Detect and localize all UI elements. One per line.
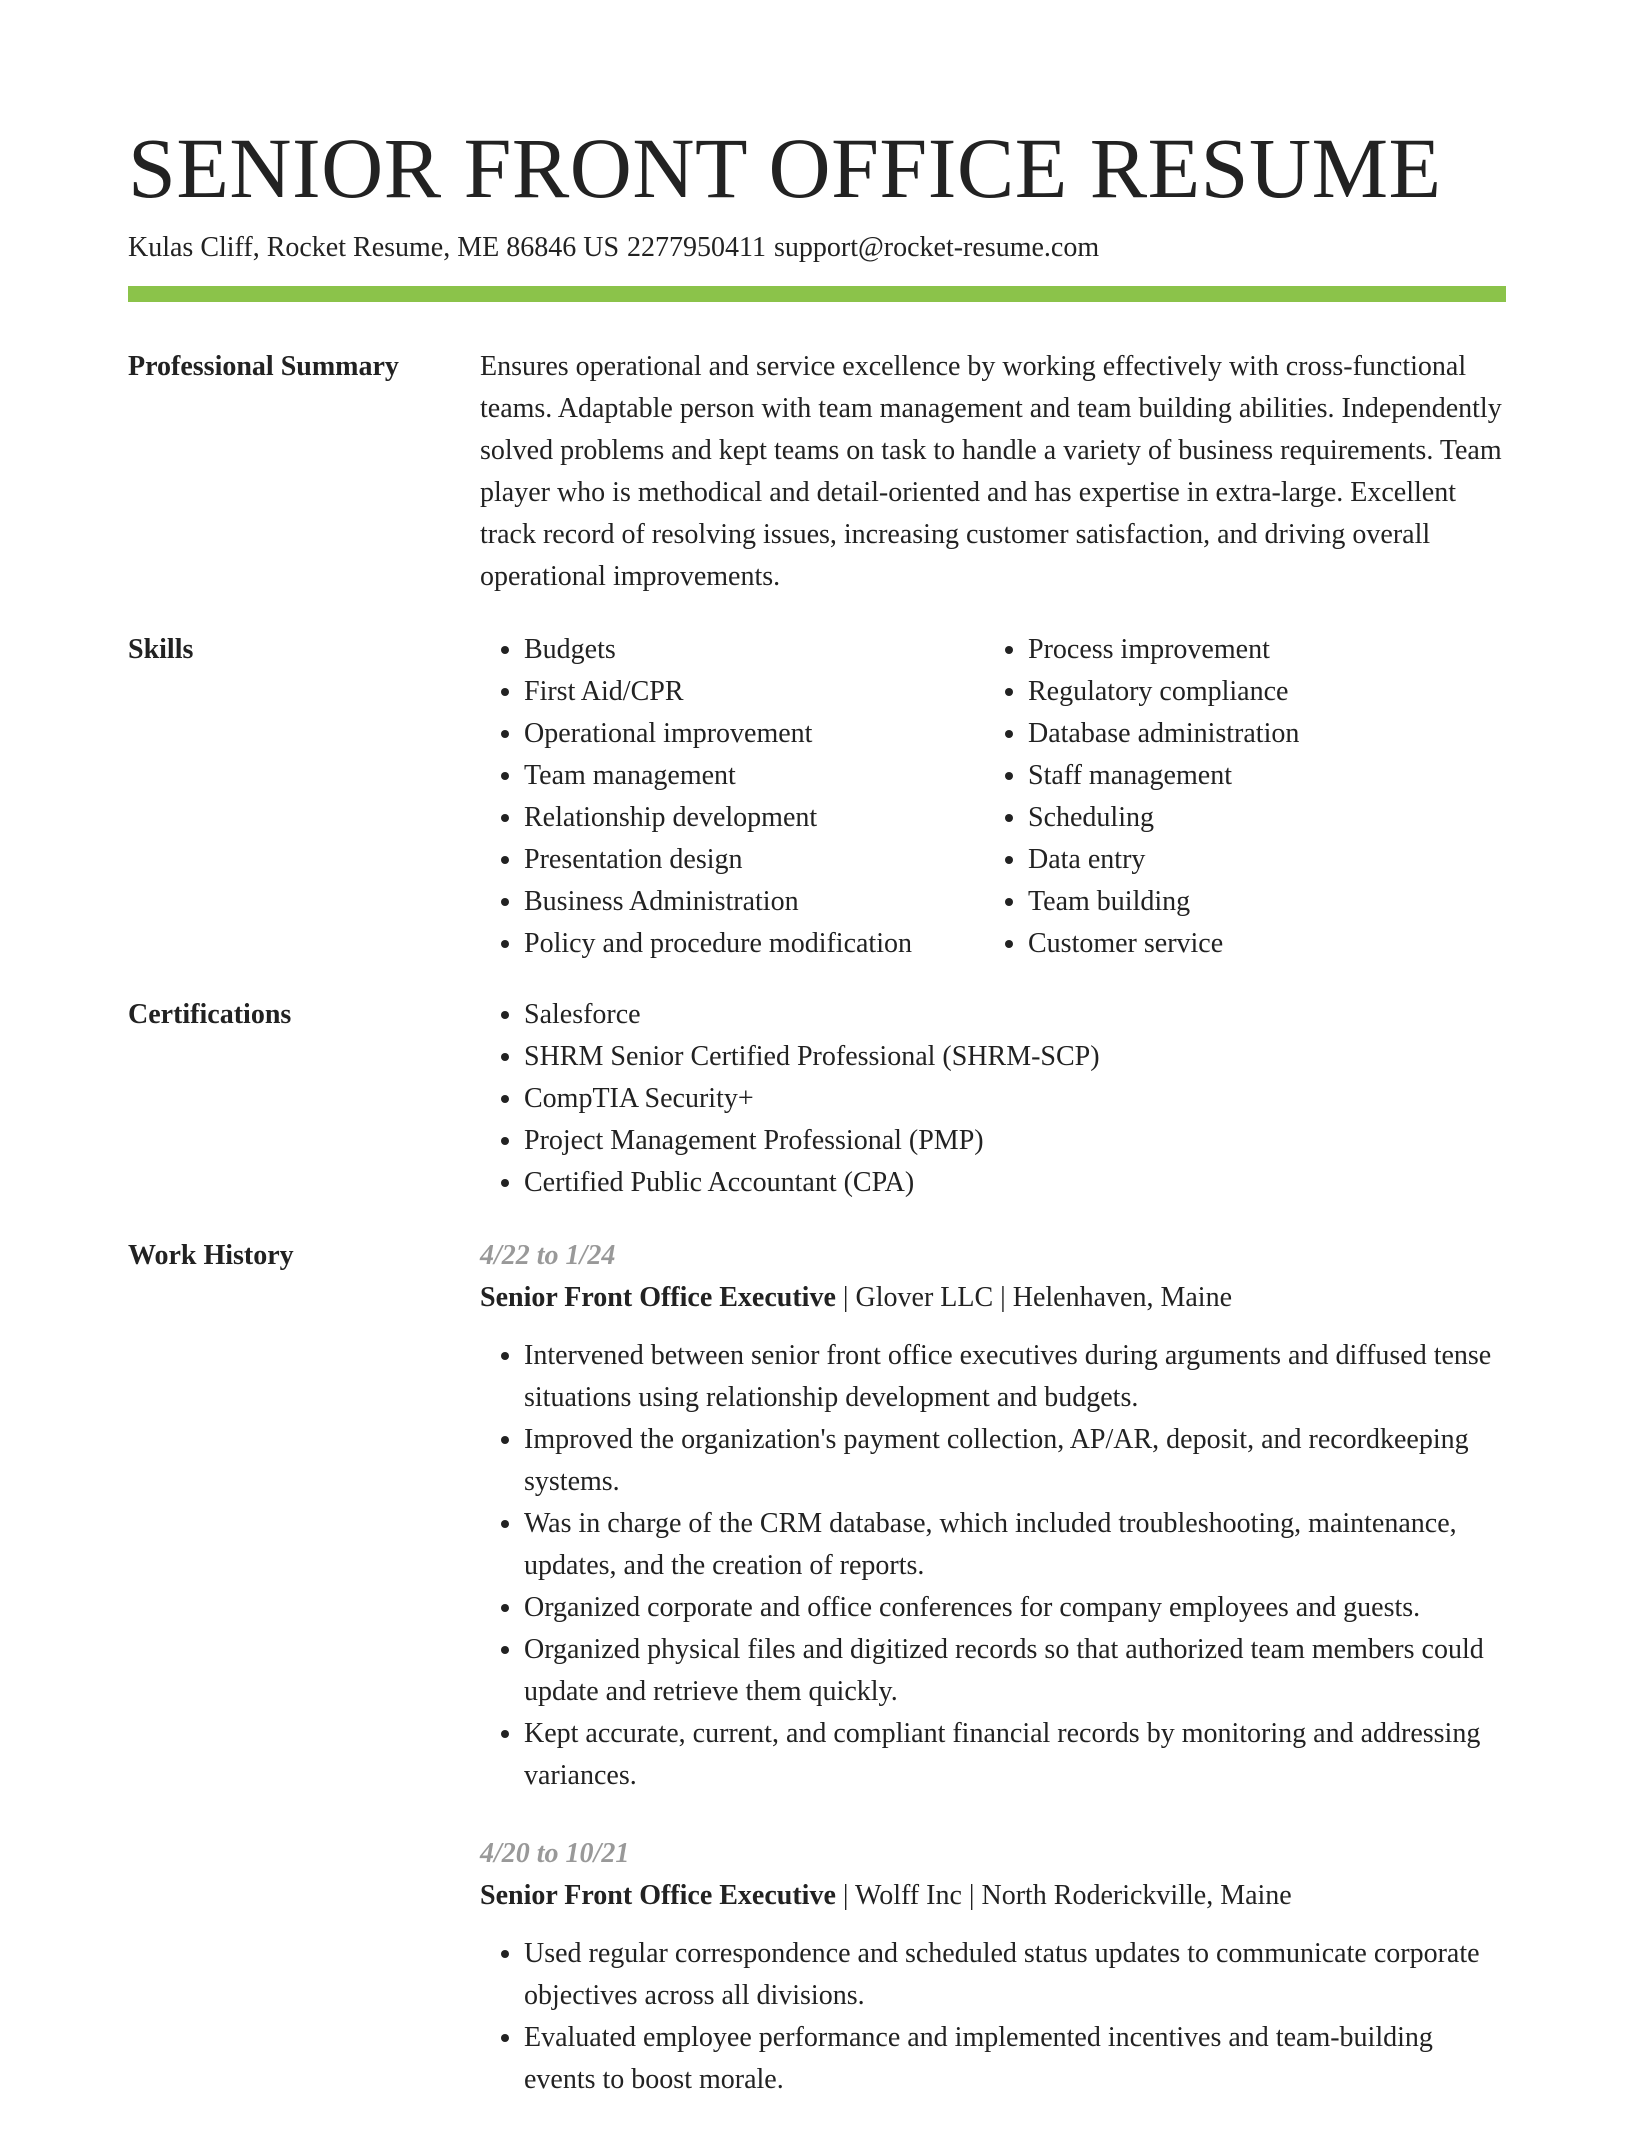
job-title-line	[480, 1875, 1506, 1917]
skill-item: • Business Administration	[524, 881, 984, 923]
skills-column-right	[984, 629, 1506, 965]
job-entry	[480, 1235, 1506, 1797]
skill-item: • Team management	[524, 755, 984, 797]
skill-item: • Budgets	[524, 629, 984, 671]
skill-item: • Scheduling	[1028, 797, 1506, 839]
skill-item: • Policy and procedure modification	[524, 923, 984, 965]
skills-list-right	[984, 629, 1506, 965]
summary-body	[480, 346, 1506, 598]
job-title: Senior Front Office Executive	[480, 1880, 836, 1911]
certifications-body	[480, 994, 1506, 1204]
job-bullet: • Kept accurate, current, and compliant financial records by monitoring and addressing variances.	[524, 1713, 1506, 1797]
job-bullet: • Was in charge of the CRM database, which included troubleshooting, maintenance, updates, and the creation of reports.	[524, 1503, 1506, 1587]
job-bullet: • Organized corporate and office conferences for company employees and guests.	[524, 1587, 1506, 1629]
skill-item: • Data entry	[1028, 839, 1506, 881]
skill-item: • Regulatory compliance	[1028, 671, 1506, 713]
job-details: | Glover LLC | Helenhaven, Maine	[842, 1282, 1232, 1313]
header-divider	[128, 286, 1506, 302]
work-history-label: Work History	[128, 1240, 294, 1271]
job-bullet: • Intervened between senior front office executives during arguments and diffused tense situations using relationship development and budgets.	[524, 1335, 1506, 1419]
skills-label: Skills	[128, 634, 194, 665]
contact-line	[128, 230, 1107, 266]
job-dates: 4/22 to 1/24	[480, 1240, 616, 1271]
job-title: Senior Front Office Executive	[480, 1282, 836, 1313]
skills-body	[480, 629, 1506, 965]
job-bullet: • Improved the organization's payment collection, AP/AR, deposit, and recordkeeping systems.	[524, 1419, 1506, 1503]
resume-title: SENIOR FRONT OFFICE RESUME	[128, 120, 1442, 216]
skills-columns	[480, 629, 1506, 965]
certification-item: • CompTIA Security+	[524, 1078, 1506, 1120]
skill-item: • Staff management	[1028, 755, 1506, 797]
job-details: | Wolff Inc | North Roderickville, Maine	[842, 1880, 1292, 1911]
job-dates: 4/20 to 10/21	[480, 1838, 630, 1869]
summary-label: Professional Summary	[128, 351, 399, 382]
contact-email: support@rocket-resume.com	[773, 232, 1100, 263]
job-bullet: • Evaluated employee performance and implemented incentives and team-building events to boost morale.	[524, 2017, 1506, 2101]
job-title-line	[480, 1277, 1506, 1319]
certification-item: • Certified Public Accountant (CPA)	[524, 1162, 1506, 1204]
skill-item: • Presentation design	[524, 839, 984, 881]
job-bullet: • Used regular correspondence and scheduled status updates to communicate corporate objectives across all divisions.	[524, 1933, 1506, 2017]
job-entry	[480, 1833, 1506, 2101]
skill-item: • Customer service	[1028, 923, 1506, 965]
skill-item: • Operational improvement	[524, 713, 984, 755]
job-bullet: • Organized physical files and digitized records so that authorized team members could update and retrieve them quickly.	[524, 1629, 1506, 1713]
skill-item: • Team building	[1028, 881, 1506, 923]
contact-phone: 2277950411	[627, 232, 766, 263]
certification-item: • Project Management Professional (PMP)	[524, 1120, 1506, 1162]
certifications-list	[480, 994, 1506, 1204]
summary-text: Ensures operational and service excellence by working effectively with cross-functional teams. Adaptable person with team management and team building abilities. Independently solved problems and kept teams on task to handle a variety of business requirements. Team player who is methodical and detail-oriented and has expertise in extra-large. Excellent track record of resolving issues, increasing customer satisfaction, and driving overall operational improvements.	[480, 351, 1502, 592]
job-bullets	[480, 1335, 1506, 1797]
skill-item: • Database administration	[1028, 713, 1506, 755]
skills-list-left	[480, 629, 984, 965]
certification-item: • SHRM Senior Certified Professional (SHRM-SCP)	[524, 1036, 1506, 1078]
contact-address: Kulas Cliff, Rocket Resume, ME 86846 US	[128, 232, 620, 263]
certification-item: • Salesforce	[524, 994, 1506, 1036]
skill-item: • Relationship development	[524, 797, 984, 839]
skill-item: • First Aid/CPR	[524, 671, 984, 713]
job-bullets	[480, 1933, 1506, 2101]
certifications-label: Certifications	[128, 999, 292, 1030]
skill-item: • Process improvement	[1028, 629, 1506, 671]
skills-column-left	[480, 629, 984, 965]
work-history-body	[480, 1235, 1506, 2137]
